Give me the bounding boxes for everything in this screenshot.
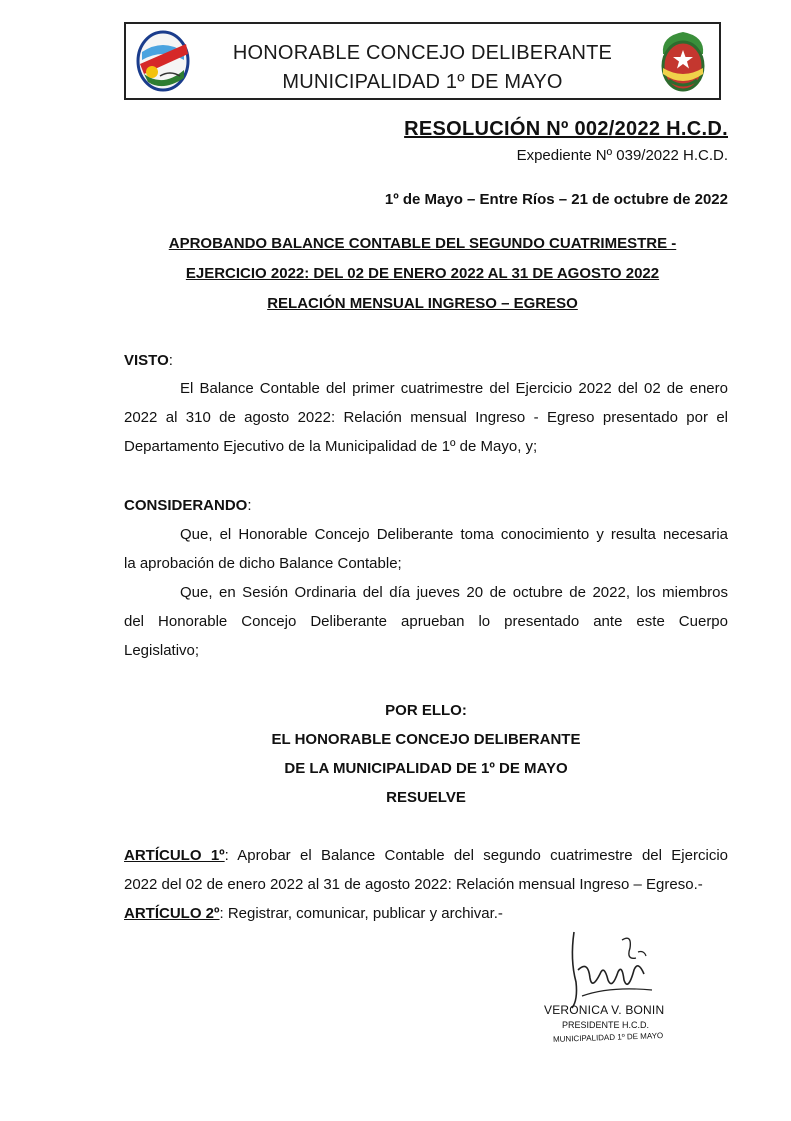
visto-line: 2022 al 310 de agosto 2022: Relación mensual Ingreso - Egreso presentado por el: [124, 409, 728, 426]
title-line-2: EJERCICIO 2022: DEL 02 DE ENERO 2022 AL 31 DE AGOSTO 2022: [185, 265, 660, 282]
article-1-line-2: 2022 del 02 de enero 2022 al 31 de agosto 2022: Relación mensual Ingreso – Egreso.-: [124, 876, 703, 893]
considerando-line: Que, el Honorable Concejo Deliberante toma conocimiento y resulta necesaria: [180, 526, 728, 543]
municipal-coat-of-arms-icon: [136, 30, 190, 92]
article-1-text: : Aprobar el Balance Contable del segundo cuatrimestre del Ejercicio: [224, 847, 728, 864]
article-1-label: ARTÍCULO 1º: [124, 847, 225, 864]
article-1-line-1: [124, 841, 728, 870]
signer-name: VERONICA V. BONIN: [544, 1003, 665, 1017]
visto-heading: VISTO:: [124, 352, 173, 369]
considerando-paragraph: [124, 520, 728, 665]
municipality-name: DE LA MUNICIPALIDAD DE 1º DE MAYO: [284, 760, 568, 777]
article-2-text: : Registrar, comunicar, publicar y archivar.-: [219, 905, 503, 922]
visto-paragraph: [124, 374, 728, 461]
place-and-date: 1º de Mayo – Entre Ríos – 21 de octubre de 2022: [384, 191, 728, 208]
signer-role: PRESIDENTE H.C.D.: [562, 1020, 650, 1030]
expediente-number: Expediente Nº 039/2022 H.C.D.: [516, 147, 728, 164]
letterhead: [124, 22, 721, 100]
handwritten-signature: [560, 930, 670, 1010]
considerando-line: Legislativo;: [124, 642, 200, 659]
title-line-1: APROBANDO BALANCE CONTABLE DEL SEGUNDO CUATRIMESTRE -: [168, 235, 677, 252]
resolution-number: RESOLUCIÓN Nº 002/2022 H.C.D.: [404, 118, 728, 140]
por-ello: POR ELLO:: [385, 702, 467, 719]
article-2-label: ARTÍCULO 2º: [124, 905, 220, 922]
article-2-line: [124, 899, 728, 928]
header-line-2: MUNICIPALIDAD 1º DE MAYO: [282, 71, 563, 93]
council-name: EL HONORABLE CONCEJO DELIBERANTE: [271, 731, 581, 748]
resuelve-heading: RESUELVE: [386, 789, 466, 806]
considerando-line: Que, en Sesión Ordinaria del día jueves 20 de octubre de 2022, los miembros: [180, 584, 728, 601]
visto-line: El Balance Contable del primer cuatrimestre del Ejercicio 2022 del 02 de enero: [180, 380, 728, 397]
entre-rios-coat-of-arms-icon: [657, 28, 709, 94]
considerando-line: la aprobación de dicho Balance Contable;: [124, 555, 402, 572]
considerando-heading: CONSIDERANDO:: [124, 497, 252, 514]
visto-line: Departamento Ejecutivo de la Municipalidad de 1º de Mayo, y;: [124, 438, 538, 455]
considerando-line: del Honorable Concejo Deliberante aprueban lo presentado ante este Cuerpo: [124, 613, 728, 630]
header-line-1: HONORABLE CONCEJO DELIBERANTE: [232, 42, 613, 64]
signer-municipality: MUNICIPALIDAD 1º DE MAYO: [552, 1031, 664, 1044]
articles-block: [124, 841, 728, 928]
title-line-3: RELACIÓN MENSUAL INGRESO – EGRESO: [267, 295, 578, 312]
